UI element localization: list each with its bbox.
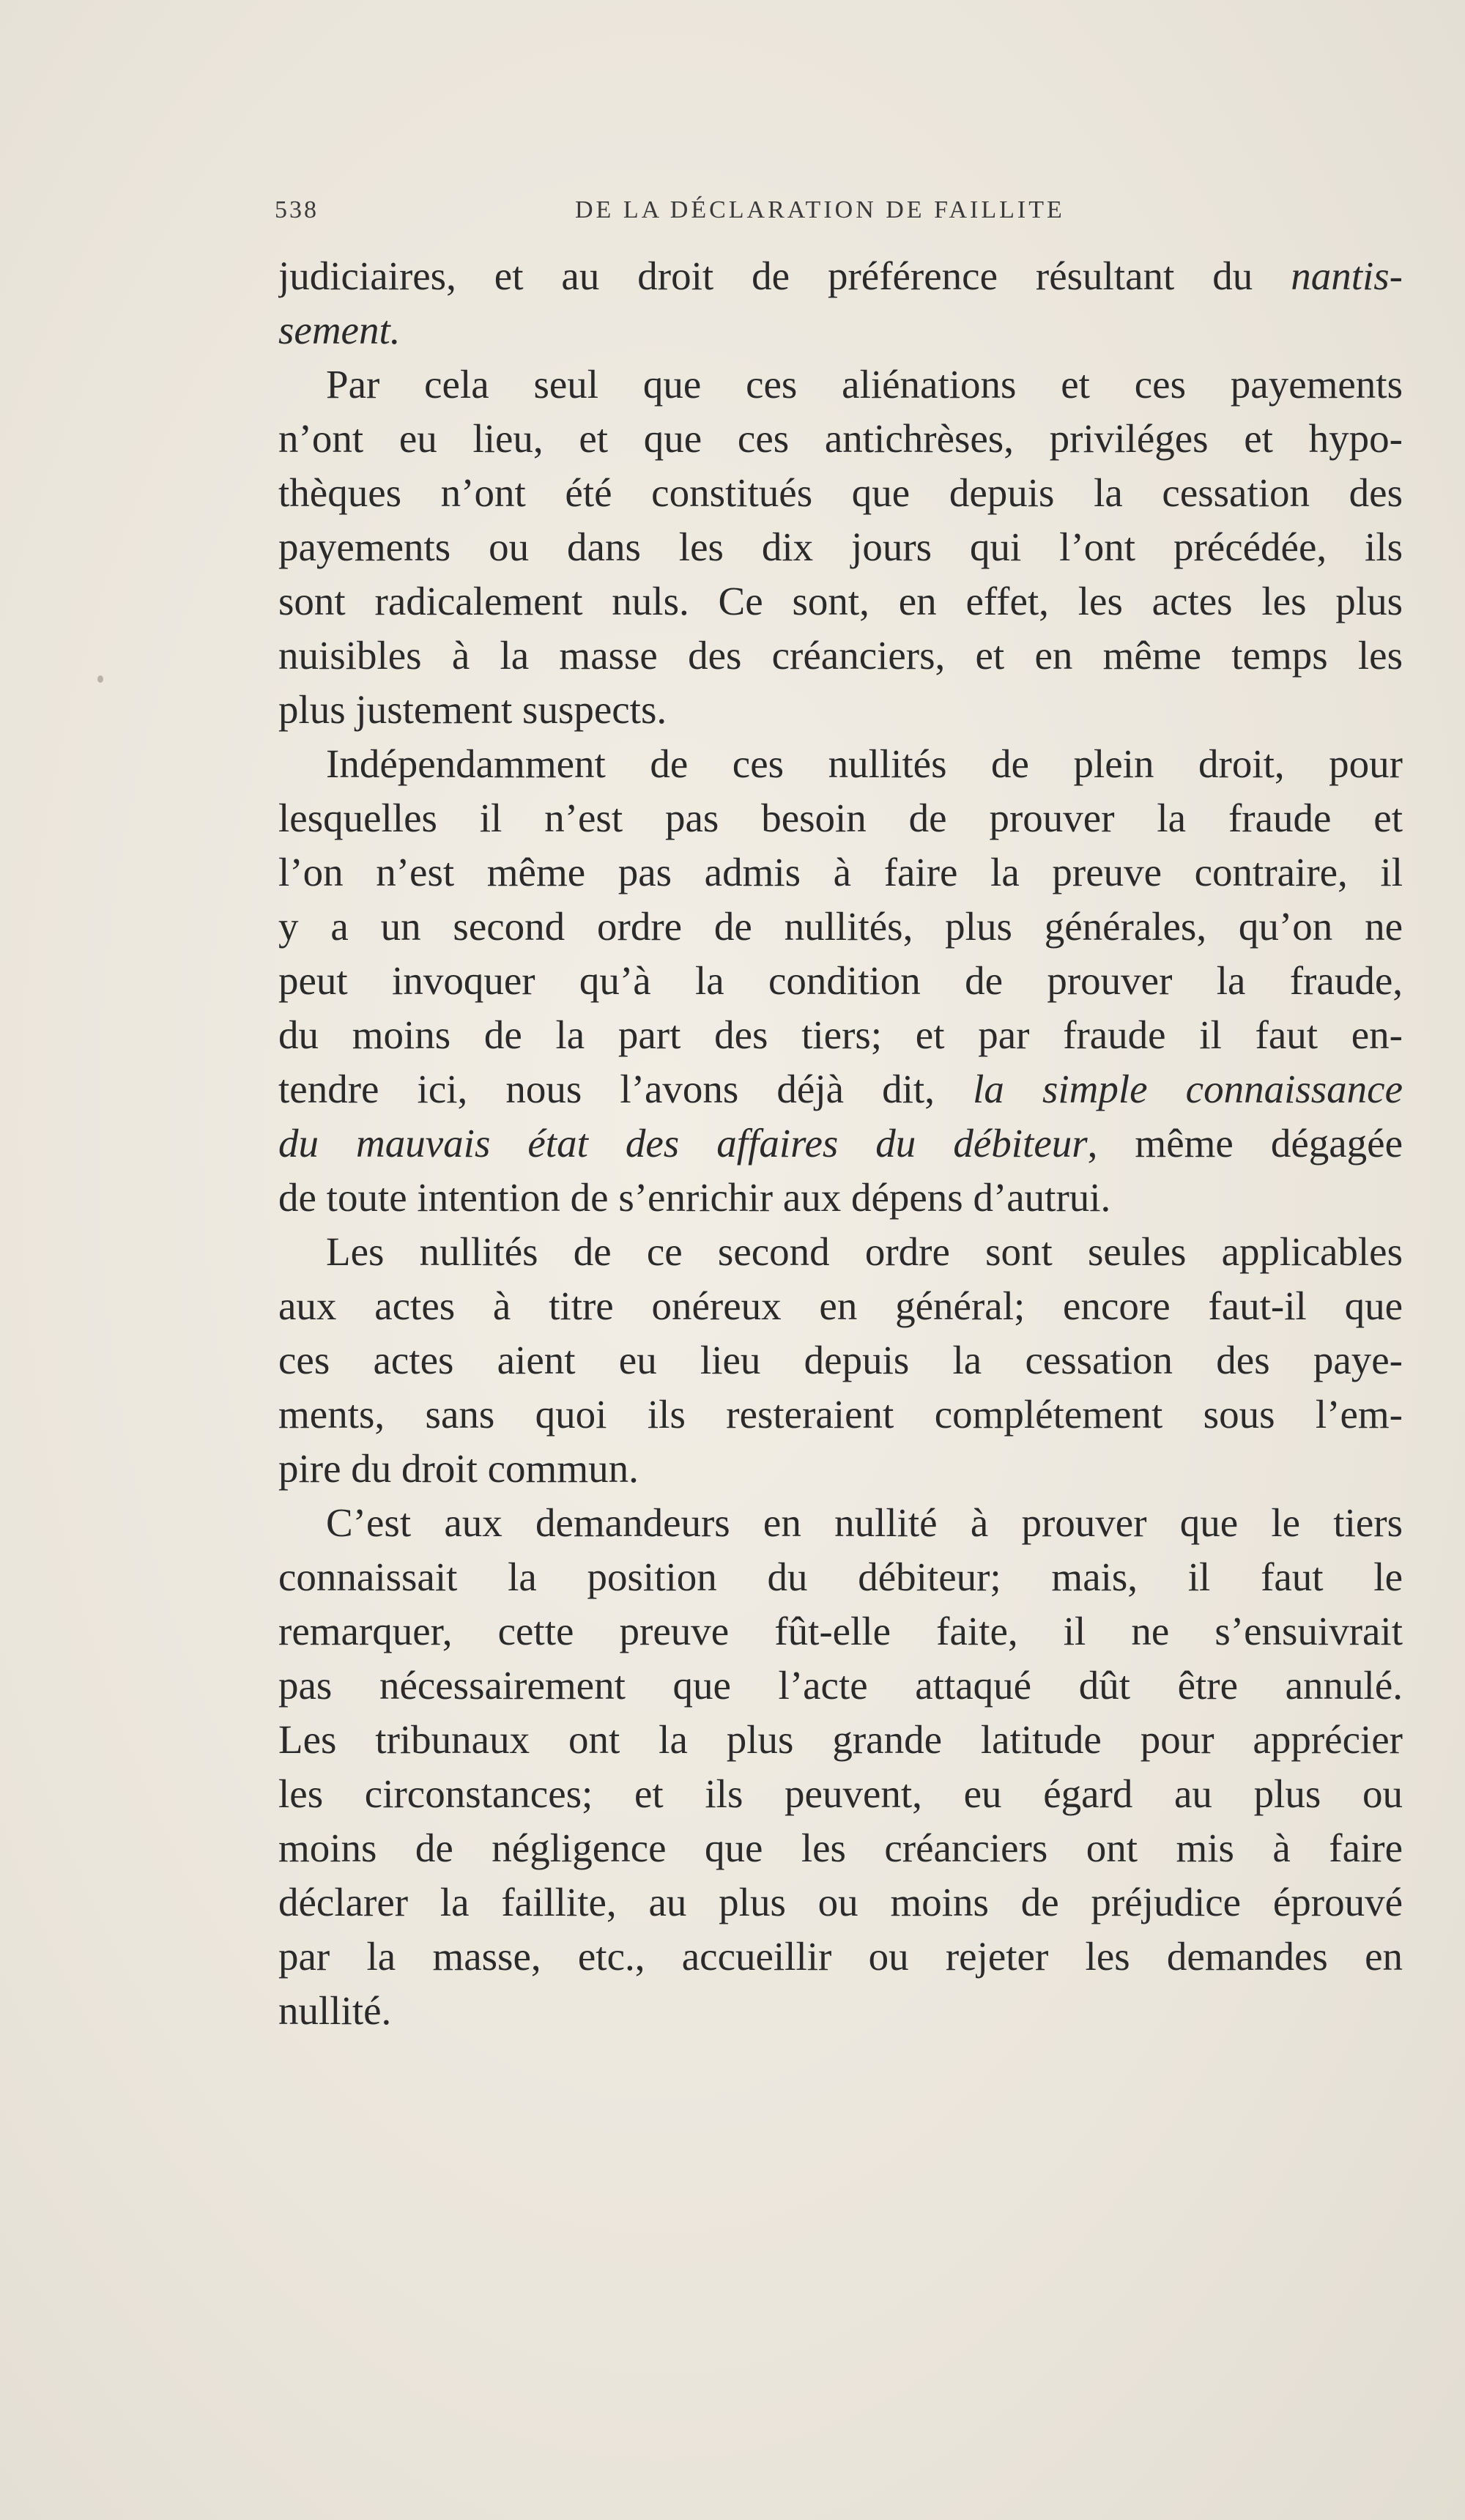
text-line: peut invoquer qu’à la condition de prouver la fraude,: [278, 958, 1403, 1003]
paragraph-start: Indépendamment de ces nullités de plein droit, pour: [326, 741, 1403, 786]
text-line: plus justement suspects.: [278, 687, 667, 732]
body-text: [278, 249, 1403, 2038]
text-line: du moins de la part des tiers; et par fraude il faut en-: [278, 1012, 1403, 1057]
text-line: ces actes aient eu lieu depuis la cessation des paye-: [278, 1338, 1403, 1382]
text-line: moins de négligence que les créanciers ont mis à faire: [278, 1826, 1403, 1870]
text-line: thèques n’ont été constitués que depuis la cessation des: [278, 470, 1403, 515]
text-line: Les tribunaux ont la plus grande latitude pour apprécier: [278, 1717, 1403, 1762]
text-line: pas nécessairement que l’acte attaqué dût être annulé.: [278, 1663, 1403, 1708]
paragraph-start: Par cela seul que ces aliénations et ces payements: [326, 362, 1403, 407]
text-line: les circonstances; et ils peuvent, eu égard au plus ou: [278, 1771, 1403, 1816]
text-line: ments, sans quoi ils resteraient complétement sous l’em-: [278, 1392, 1403, 1437]
text-line: sont radicalement nuls. Ce sont, en effet, les actes les plus: [278, 579, 1403, 623]
paragraph-start: Les nullités de ce second ordre sont seules applicables: [326, 1229, 1403, 1274]
text-line: nuisibles à la masse des créanciers, et en même temps les: [278, 633, 1403, 678]
text-line: aux actes à titre onéreux en général; encore faut-il que: [278, 1283, 1403, 1328]
text-line: sement.: [278, 308, 401, 352]
paragraph-start: C’est aux demandeurs en nullité à prouver que le tiers: [326, 1500, 1403, 1545]
text-line: déclarer la faillite, au plus ou moins de préjudice éprouvé: [278, 1880, 1403, 1924]
text-line: y a un second ordre de nullités, plus générales, qu’on ne: [278, 904, 1403, 949]
text-line: nullité.: [278, 1988, 392, 2033]
text-line: par la masse, etc., accueillir ou rejeter les demandes en: [278, 1934, 1403, 1979]
margin-speck: [97, 675, 103, 683]
text-line: remarquer, cette preuve fût-elle faite, il ne s’ensuivrait: [278, 1609, 1403, 1653]
page-header: [275, 196, 1388, 233]
text-line: l’on n’est même pas admis à faire la preuve contraire, il: [278, 850, 1403, 894]
text-line: de toute intention de s’enrichir aux dépens d’autrui.: [278, 1175, 1111, 1220]
text-line: tendre ici, nous l’avons déjà dit, la simple connaissance: [278, 1067, 1403, 1111]
text-line: n’ont eu lieu, et que ces antichrèses, priviléges et hypo-: [278, 416, 1403, 461]
text-line: judiciaires, et au droit de préférence résultant du nantis-: [278, 253, 1403, 298]
text-line: connaissait la position du débiteur; mais, il faut le: [278, 1554, 1403, 1599]
text-line: du mauvais état des affaires du débiteur, même dégagée: [278, 1121, 1403, 1166]
text-line: pire du droit commun.: [278, 1446, 639, 1491]
running-title: DE LA DÉCLARATION DE FAILLITE: [575, 196, 1065, 223]
text-line: payements ou dans les dix jours qui l’ont précédée, ils: [278, 525, 1403, 569]
text-line: lesquelles il n’est pas besoin de prouver la fraude et: [278, 796, 1403, 840]
page-number: 538: [275, 196, 319, 223]
